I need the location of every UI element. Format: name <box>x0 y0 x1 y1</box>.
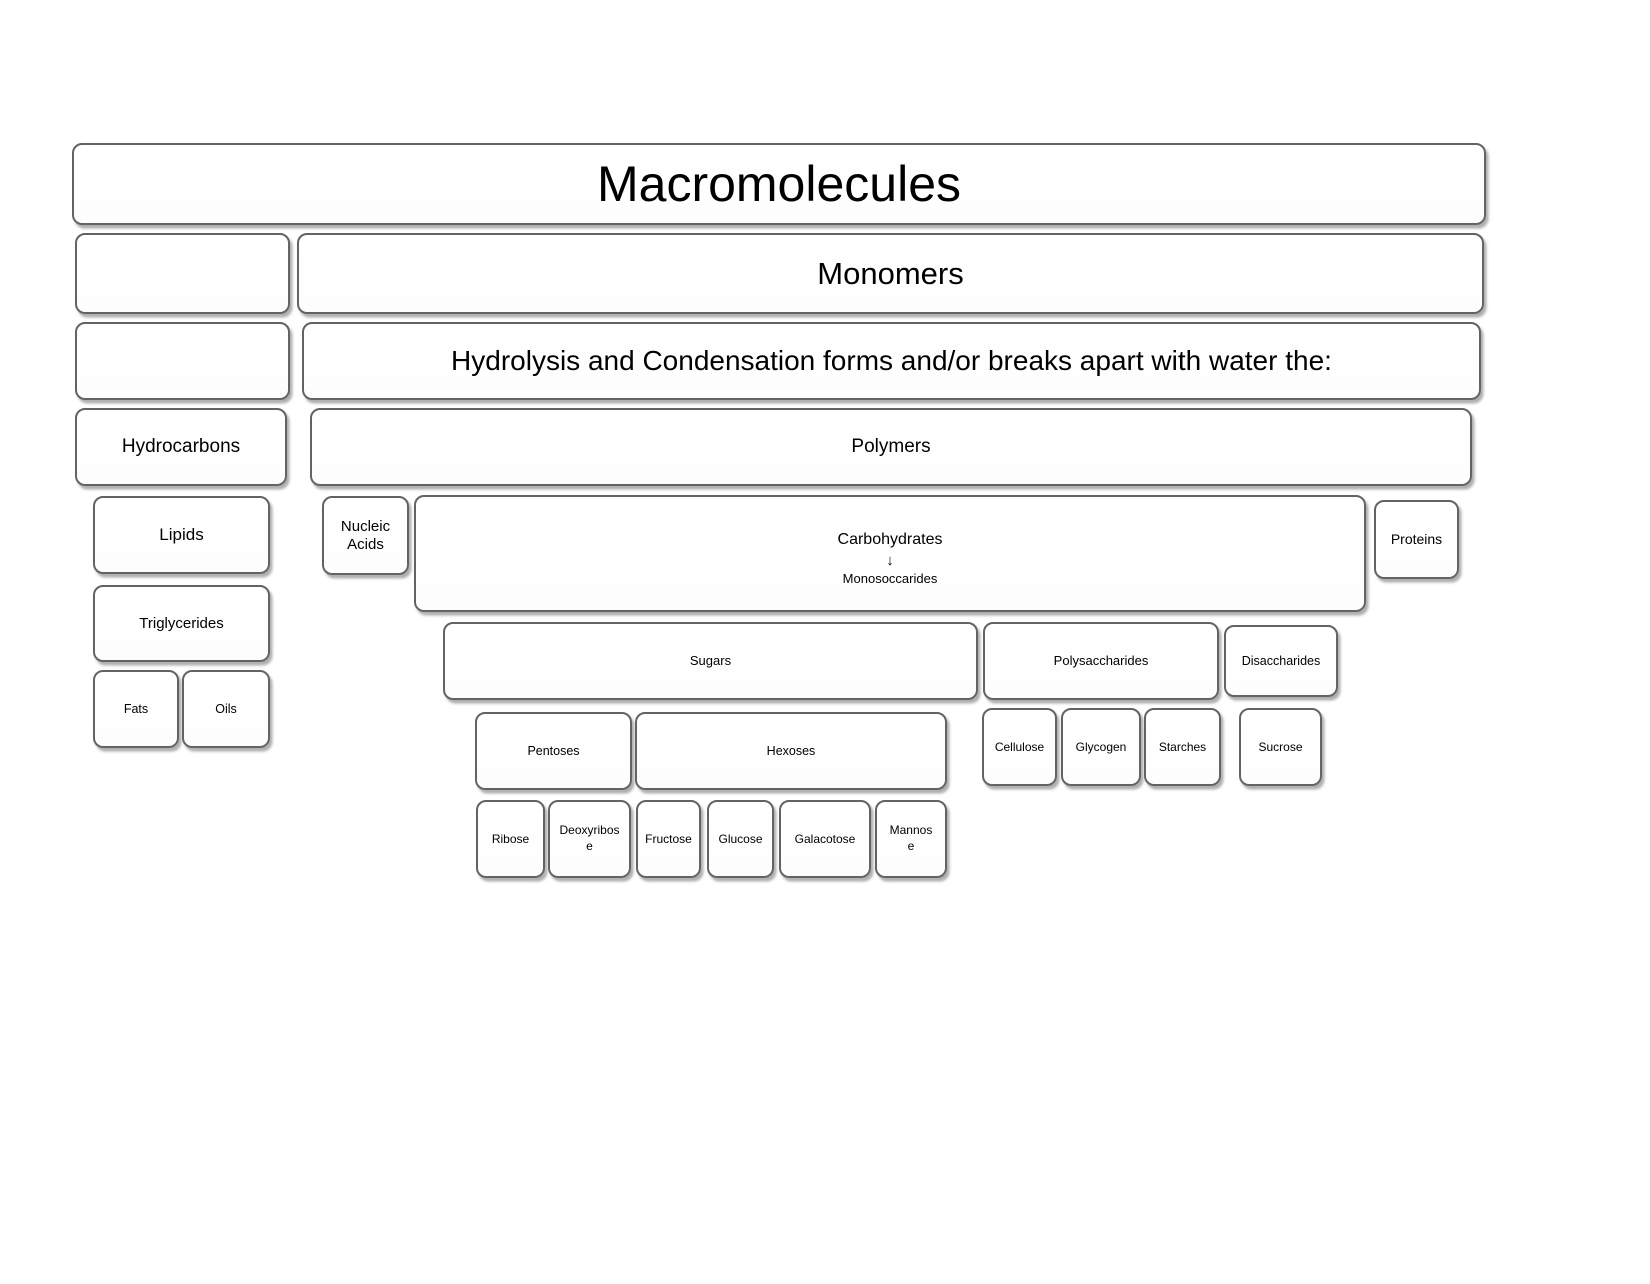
node-proteins <box>1374 500 1459 579</box>
node-oils-label: Oils <box>215 701 237 716</box>
empty-box-row3 <box>75 322 290 400</box>
node-cellulose-label: Cellulose <box>994 739 1045 754</box>
node-hydrocarbons-label: Hydrocarbons <box>121 435 241 457</box>
node-disaccharides-label: Disaccharides <box>1241 653 1321 668</box>
node-carbohydrates-label: Carbohydrates <box>837 531 943 549</box>
node-deoxyribose <box>548 800 631 878</box>
node-sucrose-label: Sucrose <box>1258 739 1303 754</box>
node-mannose <box>875 800 947 878</box>
node-triglycerides <box>93 585 270 662</box>
node-hexoses <box>635 712 947 790</box>
node-fats-label: Fats <box>123 701 149 716</box>
node-macromolecules <box>72 143 1486 225</box>
node-monomers-label: Monomers <box>817 255 964 291</box>
node-ribose <box>476 800 545 878</box>
node-galacotose-label: Galacotose <box>794 831 856 846</box>
node-oils <box>182 670 270 748</box>
node-fats <box>93 670 179 748</box>
node-lipids <box>93 496 270 574</box>
node-nucleic-acids-label: Nucleic Acids <box>340 517 391 553</box>
node-fructose-label: Fructose <box>645 831 692 846</box>
node-pentoses-label: Pentoses <box>527 743 580 758</box>
node-hydrolysis <box>302 322 1481 400</box>
node-starches-label: Starches <box>1158 739 1207 754</box>
node-galacotose <box>779 800 871 878</box>
empty-box-row2 <box>75 233 290 314</box>
node-deoxyribose-label: Deoxyribose <box>559 823 620 853</box>
down-arrow-icon: ↓ <box>886 551 894 569</box>
node-carbohydrates <box>414 495 1366 612</box>
node-hydrocarbons <box>75 408 287 486</box>
node-polymers <box>310 408 1472 486</box>
node-mannose-label: Mannose <box>889 823 933 853</box>
node-glycogen-label: Glycogen <box>1075 739 1127 754</box>
node-sugars <box>443 622 978 700</box>
node-polysaccharides-label: Polysaccharides <box>1053 653 1149 669</box>
node-monosoccarides-label: Monosoccarides <box>842 571 938 587</box>
node-proteins-label: Proteins <box>1390 531 1443 548</box>
node-disaccharides <box>1224 625 1338 697</box>
node-pentoses <box>475 712 632 790</box>
node-hydrolysis-label: Hydrolysis and Condensation forms and/or breaks apart with water the: <box>451 345 1332 377</box>
node-macromolecules-label: Macromolecules <box>596 156 961 212</box>
node-polysaccharides <box>983 622 1219 700</box>
node-starches <box>1144 708 1221 786</box>
node-hexoses-label: Hexoses <box>766 743 816 758</box>
node-sugars-label: Sugars <box>689 653 732 669</box>
node-glucose <box>707 800 774 878</box>
node-nucleic-acids <box>322 496 409 575</box>
node-triglycerides-label: Triglycerides <box>139 614 224 632</box>
node-glucose-label: Glucose <box>718 831 763 846</box>
node-fructose <box>636 800 701 878</box>
node-cellulose <box>982 708 1057 786</box>
node-monomers <box>297 233 1484 314</box>
node-polymers-label: Polymers <box>851 435 931 457</box>
node-lipids-label: Lipids <box>159 524 204 544</box>
node-ribose-label: Ribose <box>491 831 530 846</box>
node-glycogen <box>1061 708 1141 786</box>
node-sucrose <box>1239 708 1322 786</box>
